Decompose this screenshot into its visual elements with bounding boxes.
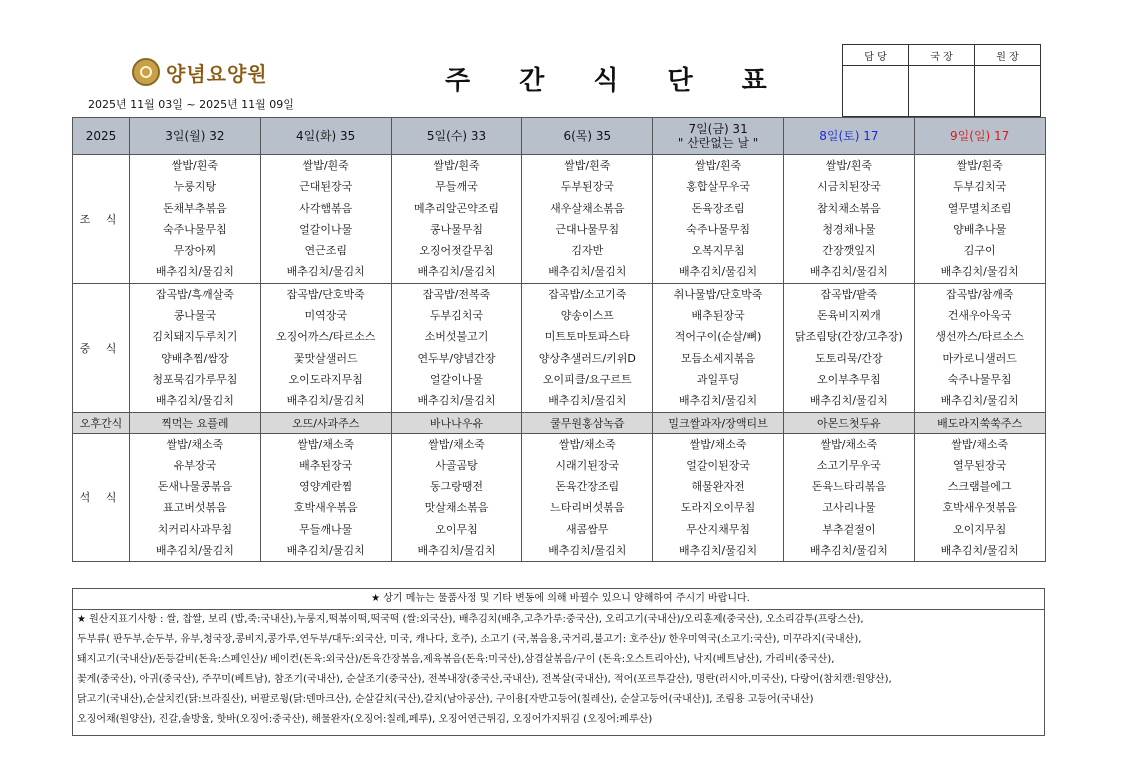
menu-item: 돈채부추볶음 xyxy=(163,201,227,215)
menu-item: 배추김치/물김치 xyxy=(679,394,758,408)
menu-item: 양배추찜/쌈장 xyxy=(161,351,229,365)
menu-item: 쌀밥/흰죽 xyxy=(694,159,742,172)
origin-line: 오징어채(원양산), 진갈,솔방울, 핫바(오징어:중국산), 해물완자(오징어:칠레,페루), 오징어연근튀김, 오징어가지튀김 (오징어:페루산) xyxy=(77,714,653,725)
menu-item: 근대된장국 xyxy=(299,180,353,194)
day-header-row xyxy=(73,118,1046,155)
breakfast-row xyxy=(73,155,1046,284)
menu-cell xyxy=(391,433,522,562)
menu-item: 쌀밥/흰죽 xyxy=(956,159,1003,172)
snack-cell: 쿨무원홍삼녹즙 xyxy=(522,412,653,433)
menu-item: 배추김치/물김치 xyxy=(679,265,758,279)
menu-cell xyxy=(260,155,391,284)
origin-notes xyxy=(72,588,1045,736)
menu-item: 얼갈이나물 xyxy=(429,372,484,386)
menu-item: 배추된장국 xyxy=(691,309,745,323)
menu-item: 과일푸딩 xyxy=(696,372,740,386)
origin-line: 돼지고기(국내산)/돈등갈비(돈육:스페인산)/ 베이컨(돈육:외국산)/돈육간장볶음,제육볶음(돈육:미국산),삼겹살볶음/구이 (돈육:오스트리아산), 낙지(베트남산), 가리비(중국산), xyxy=(77,654,835,665)
menu-item: 배추김치/물김치 xyxy=(940,265,1019,279)
menu-cell xyxy=(914,155,1045,284)
menu-item: 쌀밥/채소죽 xyxy=(820,437,878,451)
approval-slot-manager[interactable] xyxy=(843,66,909,117)
menu-item: 모듬소세지볶음 xyxy=(680,351,756,365)
snack-cell: 찍먹는 요플레 xyxy=(130,412,261,433)
snack-cell: 아몬드첫두유 xyxy=(783,412,914,433)
menu-cell xyxy=(653,283,784,412)
menu-item: 간장깻잎지 xyxy=(822,244,876,258)
menu-item: 시금치된장국 xyxy=(817,180,881,194)
menu-item: 영양계란찜 xyxy=(299,480,353,494)
logo-emblem-icon xyxy=(132,58,160,86)
menu-item: 김치돼지두루치기 xyxy=(152,330,238,344)
menu-item: 쌀밥/흰죽 xyxy=(825,159,872,172)
menu-item: 해물완자전 xyxy=(691,480,745,494)
menu-item: 도토리묵/간장 xyxy=(815,351,883,365)
menu-item: 유부장국 xyxy=(173,458,217,472)
approval-slot-head[interactable] xyxy=(975,66,1041,117)
menu-item: 열무멸치조림 xyxy=(947,201,1012,215)
menu-cell xyxy=(130,283,261,412)
menu-item: 미역장국 xyxy=(304,309,347,323)
menu-period: 2025년 11월 03일 ~ 2025년 11월 09일 xyxy=(88,98,294,111)
menu-cell xyxy=(653,433,784,562)
menu-item: 치커리사과무침 xyxy=(157,522,233,536)
notice-text: ★ 상기 메뉴는 물품사정 및 기타 변동에 의해 바뀔수 있으니 양해하여 주시기 바랍니다. xyxy=(371,593,750,604)
menu-cell xyxy=(522,155,653,284)
page-title: 주 간 식 단 표 xyxy=(445,66,787,96)
menu-item: 쌀밥/흰죽 xyxy=(302,159,349,172)
menu-item: 배추김치/물김치 xyxy=(417,265,496,279)
menu-item: 배추김치/물김치 xyxy=(809,265,888,279)
menu-item: 사각햄볶음 xyxy=(299,201,353,215)
menu-item: 청포묵김가루무침 xyxy=(152,372,238,386)
origin-line: ★ 원산지표기사항 : 쌀, 찹쌀, 보리 (밥,죽:국내산),누룽지,떡볶이떡,떡국떡 (쌀:외국산), 배추김치(배추,고추가루:중국산), 오리고기(국내산)/오리훈제(중국산), 오소리감투(프랑스산), xyxy=(73,609,1044,630)
menu-item: 쌀밥/채소죽 xyxy=(166,437,224,451)
menu-item: 김구이 xyxy=(963,244,996,258)
menu-item: 배추김치/물김치 xyxy=(679,544,758,558)
snack-cell: 밀크쌀과자/장액티브 xyxy=(653,412,784,433)
menu-item: 오이피클/요구르트 xyxy=(542,372,632,386)
logo-text: 양념요양원 xyxy=(166,61,268,86)
menu-item: 연근조림 xyxy=(304,244,347,258)
menu-item: 두부된장국 xyxy=(560,180,614,194)
menu-item: 쌀밥/채소죽 xyxy=(951,437,1009,451)
menu-item: 양상추샐러드/키위D xyxy=(538,351,636,365)
menu-item: 취나물밥/단호박죽 xyxy=(673,287,763,301)
menu-item: 돈육비지찌개 xyxy=(817,309,881,323)
breakfast-label: 조 식 xyxy=(73,155,130,284)
menu-item: 도라지오이무침 xyxy=(680,501,756,515)
day-header-saturday: 8일(토) 17 xyxy=(783,118,914,155)
menu-item: 숙주나물무침 xyxy=(947,372,1012,386)
menu-item: 배추김치/물김치 xyxy=(940,544,1019,558)
menu-item: 김자반 xyxy=(571,244,604,258)
menu-cell xyxy=(522,433,653,562)
menu-item: 소고기무우국 xyxy=(817,458,881,472)
menu-item: 오징어젓갈무침 xyxy=(419,244,494,258)
menu-item: 배추김치/물김치 xyxy=(548,265,627,279)
menu-item: 연두부/양념간장 xyxy=(417,351,496,365)
menu-item: 배추된장국 xyxy=(299,458,353,472)
day-header: 3일(월) 32 xyxy=(130,118,261,155)
origin-line: 꽃게(중국산), 아귀(중국산), 주꾸미(베트남), 참조기(국내산), 순살조기(중국산), 전복내장(중국산,국내산), 전복살(국내산), 적어(포르투갈산), 명란(러시아,미국산), 다랑어(참치캔:원양산), xyxy=(77,674,892,685)
menu-item: 닭조림탕(간장/고추장) xyxy=(794,330,903,344)
approval-label-manager: 담 당 xyxy=(843,45,909,66)
menu-item: 쌀밥/흰죽 xyxy=(564,159,611,172)
menu-item: 배추김치/물김치 xyxy=(417,544,496,558)
menu-item: 표고버섯볶음 xyxy=(163,501,227,515)
snack-cell: 바나나우유 xyxy=(391,412,522,433)
menu-item: 배추김치/물김치 xyxy=(940,394,1019,408)
approval-box xyxy=(842,44,1041,117)
menu-item: 숙주나물무침 xyxy=(686,222,750,236)
menu-item: 돈육간장조림 xyxy=(555,480,620,494)
day-header: 5일(수) 33 xyxy=(391,118,522,155)
day-header: 6(목) 35 xyxy=(522,118,653,155)
menu-item: 콩나물무침 xyxy=(429,222,484,236)
menu-cell xyxy=(783,155,914,284)
menu-item: 오이도라지무침 xyxy=(288,372,363,386)
menu-item: 잡곡밥/팥죽 xyxy=(820,287,878,301)
menu-item: 돈육느타리볶음 xyxy=(811,480,887,494)
menu-item: 잡곡밥/참깨죽 xyxy=(945,287,1014,301)
origin-line: 두부류( 판두부,순두부, 유부,청국장,콩비지,콩가루,연두부/대두:외국산, 미국, 캐나다, 호주), 소고기 (국,볶음용,국거리,불고기: 호주산)/ 한우미역국(소고기:국산), 미꾸라지(국내산), xyxy=(77,634,862,645)
menu-cell xyxy=(522,283,653,412)
menu-item: 돈육장조림 xyxy=(691,201,745,215)
menu-item: 콩나물국 xyxy=(173,309,217,323)
menu-item: 잡곡밥/흑깨살죽 xyxy=(155,287,234,301)
menu-item: 무들깨나물 xyxy=(299,522,353,536)
menu-item: 잡곡밥/전복죽 xyxy=(422,287,491,301)
menu-item: 홍합살무우국 xyxy=(686,180,750,194)
menu-item: 쌀밥/채소죽 xyxy=(689,437,747,451)
menu-item: 호박새우젓볶음 xyxy=(942,501,1017,515)
menu-item: 배추김치/물김치 xyxy=(809,544,888,558)
menu-item: 두부김치국 xyxy=(953,180,1007,194)
menu-item: 쌀밥/채소죽 xyxy=(428,437,485,451)
menu-item: 쌀밥/흰죽 xyxy=(433,159,480,172)
menu-item: 오이무침 xyxy=(435,522,478,536)
menu-item: 사골곰탕 xyxy=(435,458,478,472)
menu-cell xyxy=(130,155,261,284)
menu-cell xyxy=(130,433,261,562)
menu-item: 배추김치/물김치 xyxy=(286,544,365,558)
menu-item: 느타리버섯볶음 xyxy=(550,501,625,515)
menu-item: 호박새우볶음 xyxy=(293,501,358,515)
menu-item: 숙주나물무침 xyxy=(163,222,227,236)
menu-item: 쌀밥/흰죽 xyxy=(171,159,218,172)
year-header: 2025 xyxy=(73,118,130,155)
menu-cell xyxy=(391,155,522,284)
menu-item: 배추김치/물김치 xyxy=(155,394,234,408)
approval-slot-director[interactable] xyxy=(909,66,975,117)
menu-item: 얼갈이나물 xyxy=(299,222,353,236)
day-header: 7일(금) 31 " 산란없는 날 " xyxy=(653,118,784,155)
menu-item: 미트토마토파스타 xyxy=(544,330,630,344)
menu-item: 오징어까스/타르소스 xyxy=(276,330,376,344)
menu-item: 배추김치/물김치 xyxy=(548,544,627,558)
menu-item: 오이지무침 xyxy=(953,522,1007,536)
menu-item: 배추김치/물김치 xyxy=(155,544,234,558)
menu-item: 양배추나물 xyxy=(953,222,1007,236)
approval-label-head: 원 장 xyxy=(975,45,1041,66)
lunch-row xyxy=(73,283,1046,412)
menu-item: 얼갈이된장국 xyxy=(686,458,750,472)
menu-item: 배추김치/물김치 xyxy=(548,394,627,408)
menu-item: 메추리알곤약조림 xyxy=(413,201,499,215)
menu-item: 오복지무침 xyxy=(691,244,745,258)
menu-item: 스크램블에그 xyxy=(947,480,1012,494)
day-header: 4일(화) 35 xyxy=(260,118,391,155)
menu-cell xyxy=(914,283,1045,412)
menu-item: 새콤쌈무 xyxy=(566,522,609,536)
menu-item: 배추김치/물김치 xyxy=(809,394,888,408)
lunch-label: 중 식 xyxy=(73,283,130,412)
day-header-sunday: 9일(일) 17 xyxy=(914,118,1045,155)
menu-item: 쌀밥/채소죽 xyxy=(297,437,355,451)
menu-item: 잡곡밥/단호박죽 xyxy=(286,287,365,301)
menu-item: 건새우아욱국 xyxy=(947,309,1012,323)
menu-item: 무들깨국 xyxy=(435,180,478,194)
origin-line: 닭고기(국내산),순살치킨(닭:브라질산), 버팔로윙(닭:덴마크산), 순살갈치(국산),갈치(남아공산), 구이용[자반고등어(칠레산), 순살고등어(국내산)], 조림용 고등어(국내산) xyxy=(77,694,814,705)
menu-cell xyxy=(260,433,391,562)
menu-item: 두부김치국 xyxy=(429,309,484,323)
menu-item: 새우살채소볶음 xyxy=(550,201,625,215)
menu-item: 동그랑땡전 xyxy=(429,480,484,494)
menu-item: 부추겉절이 xyxy=(822,522,876,536)
snack-cell: 오뜨/사과주스 xyxy=(260,412,391,433)
menu-item: 배추김치/물김치 xyxy=(286,394,365,408)
dinner-label: 석 식 xyxy=(73,433,130,562)
menu-item: 소버섯불고기 xyxy=(424,330,489,344)
menu-item: 참치채소볶음 xyxy=(817,201,881,215)
menu-item: 청경채나물 xyxy=(822,222,876,236)
logo xyxy=(132,56,268,88)
menu-item: 마카로니샐러드 xyxy=(942,351,1017,365)
menu-cell xyxy=(783,283,914,412)
menu-item: 배추김치/물김치 xyxy=(155,265,234,279)
menu-item: 꽃맛살샐러드 xyxy=(293,351,358,365)
menu-item: 양송이스프 xyxy=(560,309,614,323)
menu-item: 맛살채소볶음 xyxy=(424,501,489,515)
menu-cell xyxy=(783,433,914,562)
menu-item: 무장아찌 xyxy=(173,244,217,258)
menu-item: 적어구이(순살/뼈) xyxy=(674,330,762,344)
menu-item: 고사리나물 xyxy=(822,501,876,515)
dinner-row xyxy=(73,433,1046,562)
menu-item: 근대나물무침 xyxy=(555,222,620,236)
menu-item: 배추김치/물김치 xyxy=(286,265,365,279)
snack-cell: 배도라지쑥쑥주스 xyxy=(914,412,1045,433)
approval-label-director: 국 장 xyxy=(909,45,975,66)
menu-item: 무산지채무침 xyxy=(686,522,750,536)
menu-cell xyxy=(260,283,391,412)
snack-row xyxy=(73,412,1046,433)
menu-item: 시래기된장국 xyxy=(555,458,620,472)
menu-item: 배추김치/물김치 xyxy=(417,394,496,408)
menu-item: 생선까스/타르소스 xyxy=(935,330,1025,344)
menu-cell xyxy=(914,433,1045,562)
menu-item: 잡곡밥/소고기죽 xyxy=(548,287,627,301)
menu-item: 열무된장국 xyxy=(953,458,1007,472)
menu-cell xyxy=(391,283,522,412)
menu-cell xyxy=(653,155,784,284)
menu-item: 돈새나물콩볶음 xyxy=(157,480,233,494)
weekly-menu-table xyxy=(72,117,1046,562)
snack-label: 오후간식 xyxy=(73,412,130,433)
menu-item: 누룽지탕 xyxy=(173,180,217,194)
menu-item: 쌀밥/채소죽 xyxy=(558,437,616,451)
menu-item: 오이부추무침 xyxy=(817,372,881,386)
